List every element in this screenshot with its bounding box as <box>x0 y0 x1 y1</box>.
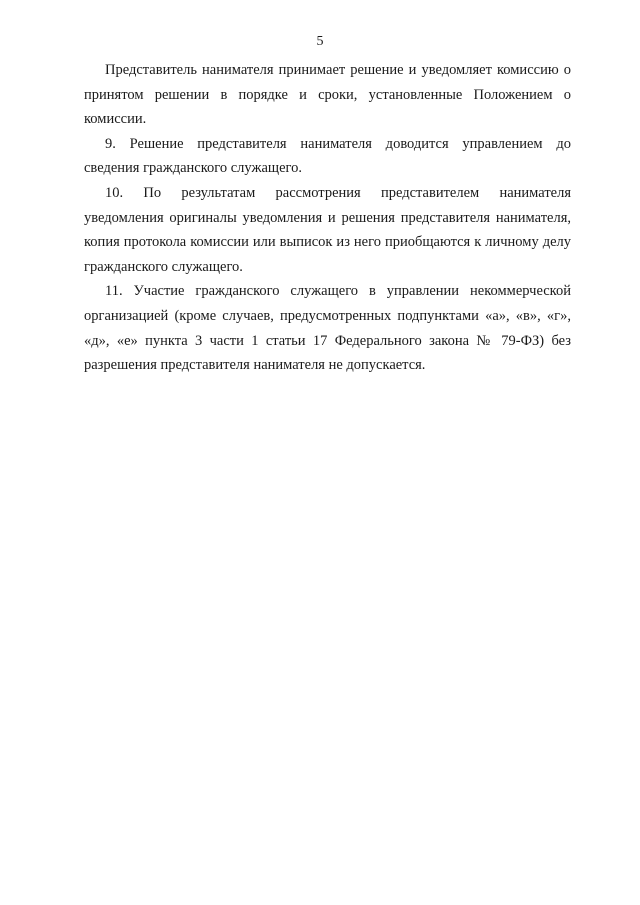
text-line: 11. Участие гражданского служащего в управлении некоммерческой <box>105 283 571 300</box>
text-line: 10. По результатам рассмотрения представителем нанимателя <box>105 184 571 201</box>
text-line: принятом решении в порядке и сроки, установленные Положением о комиссии. <box>84 86 571 128</box>
text-line: копия протокола комиссии или выписок из него приобщаются к личному делу <box>84 234 571 251</box>
text-line: сведения гражданского служащего. <box>84 160 302 177</box>
text-line: организацией (кроме случаев, предусмотренных подпунктами «а», «в», «г», <box>84 307 571 324</box>
document-body <box>84 58 571 378</box>
paragraph-item-10 <box>84 181 571 279</box>
paragraph-item-9 <box>84 132 571 181</box>
text-line: уведомления оригиналы уведомления и решения представителя нанимателя, <box>84 209 571 226</box>
paragraph-representative-decision <box>84 58 571 132</box>
text-line: разрешения представителя нанимателя не допускается. <box>84 357 426 374</box>
paragraph-item-11 <box>84 279 571 377</box>
text-line: Представитель нанимателя принимает решение и уведомляет комиссию о <box>105 62 571 78</box>
text-line: 9. Решение представителя нанимателя доводится управлением до <box>105 135 571 152</box>
page-number: 5 <box>316 34 324 49</box>
text-line: «д», «е» пункта 3 части 1 статьи 17 Федерального закона № 79-ФЗ) без <box>84 332 571 349</box>
text-line: гражданского служащего. <box>84 258 243 275</box>
